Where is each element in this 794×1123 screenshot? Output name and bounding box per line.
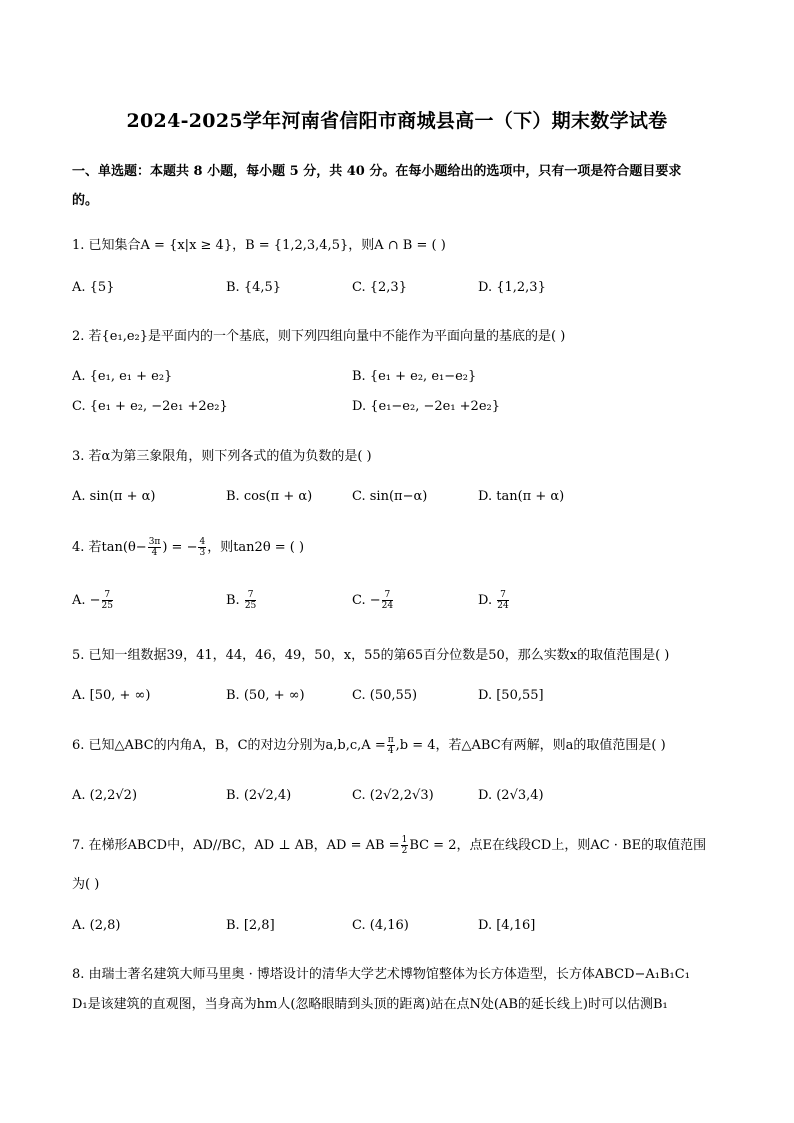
question-3-option-d: D. tan(π + α) — [478, 489, 565, 504]
question-1-stem: 1. 已知集合A = {x|x ≥ 4}，B = {1,2,3,4,5}，则A ∩ B = ( ) — [72, 238, 446, 253]
question-7-option-c: C. (4,16) — [352, 918, 409, 933]
question-6-option-b: B. (2√2,4) — [226, 788, 292, 803]
question-6-stem-part-b: ,b = 4，若△ABC有两解，则a的取值范围是( ) — [395, 738, 666, 753]
question-2-option-d: D. {e₁−e₂, −2e₁ +2e₂} — [352, 399, 501, 414]
question-2-stem: 2. 若{e₁,e₂}是平面内的一个基底，则下列四组向量中不能作为平面向量的基底的是( ) — [72, 329, 566, 344]
option-fraction — [102, 590, 113, 611]
fraction-numerator: 3π — [148, 537, 161, 547]
fraction-denominator: 24 — [381, 601, 394, 611]
question-7-stem-part-a: 7. 在梯形ABCD中，AD//BC，AD ⊥ AB，AD = AB = — [72, 838, 400, 853]
fraction-denominator: 4 — [387, 746, 394, 756]
fraction-denominator: 25 — [244, 601, 257, 611]
option-fraction — [245, 590, 256, 611]
fraction-numerator: 1 — [401, 835, 408, 845]
question-7-fraction — [401, 835, 409, 856]
fraction-numerator: 7 — [102, 590, 113, 601]
question-4-option-a — [72, 590, 114, 611]
question-3-option-b: B. cos(π + α) — [226, 489, 313, 504]
question-4-stem-part-c: ，则tan2θ = ( ) — [207, 540, 305, 555]
question-6-fraction — [387, 735, 395, 756]
question-4-fraction-angle — [148, 537, 162, 558]
option-fraction — [497, 590, 508, 611]
question-6-stem-part-a: 6. 已知△ABC的内角A，B，C的对边分别为a,b,c,A = — [72, 738, 386, 753]
question-7-option-b: B. [2,8] — [226, 918, 275, 933]
question-7-stem-line2: 为( ) — [72, 877, 100, 892]
fraction-numerator: 7 — [382, 590, 393, 601]
fraction-numerator: 4 — [199, 537, 206, 547]
fraction-numerator: π — [387, 735, 394, 745]
question-5-option-c: C. (50,55) — [352, 688, 418, 703]
question-1-option-b: B. {4,5} — [226, 280, 282, 295]
question-6-option-a: A. (2,2√2) — [72, 788, 138, 803]
question-7-option-d: D. [4,16] — [478, 918, 536, 933]
fraction-denominator: 24 — [497, 601, 509, 611]
question-3-stem: 3. 若α为第三象限角，则下列各式的值为负数的是( ) — [72, 449, 372, 464]
question-6-option-c: C. (2√2,2√3) — [352, 788, 434, 803]
question-4-stem — [72, 536, 304, 558]
question-7-stem — [72, 834, 706, 856]
section-heading-line2: 的。 — [72, 193, 99, 208]
page-title: 2024-2025学年河南省信阳市商城县高一（下）期末数学试卷 — [126, 110, 668, 132]
question-5-option-b: B. (50, + ∞) — [226, 688, 305, 703]
fraction-denominator: 25 — [101, 601, 113, 611]
question-4-stem-part-a: 4. 若tan(θ− — [72, 540, 147, 555]
question-7-option-a: A. (2,8) — [72, 918, 121, 933]
option-prefix: A. − — [72, 593, 101, 608]
question-5-option-d: D. [50,55] — [478, 688, 544, 703]
fraction-denominator: 4 — [151, 548, 158, 558]
question-4-option-d — [478, 590, 510, 611]
fraction-denominator: 2 — [401, 846, 408, 856]
question-4-option-c — [352, 590, 394, 611]
question-4-fraction-value — [198, 537, 206, 558]
question-3-option-c: C. sin(π−α) — [352, 489, 428, 504]
option-prefix: B. — [226, 593, 244, 608]
section-heading-line1: 一、单选题：本题共 8 小题，每小题 5 分，共 40 分。在每小题给出的选项中，只有一项是符合题目要求 — [72, 164, 682, 179]
question-2-option-c: C. {e₁ + e₂, −2e₁ +2e₂} — [72, 399, 228, 414]
fraction-numerator: 7 — [497, 590, 508, 601]
question-6-stem — [72, 734, 666, 756]
question-8-stem-line1: 8. 由瑞士著名建筑大师马里奥 · 博塔设计的清华大学艺术博物馆整体为长方体造型，长方体ABCD−A₁B₁C₁ — [72, 967, 690, 982]
question-5-stem: 5. 已知一组数据39，41，44，46，49，50，x，55的第65百分位数是50，那么实数x的取值范围是( ) — [72, 648, 670, 663]
question-5-option-a: A. [50, + ∞) — [72, 688, 151, 703]
question-4-option-b — [226, 590, 257, 611]
question-2-option-b: B. {e₁ + e₂, e₁−e₂} — [352, 369, 477, 384]
question-4-stem-part-b: ) = − — [162, 540, 198, 555]
question-1-option-d: D. {1,2,3} — [478, 280, 546, 295]
question-8-stem-line2: D₁是该建筑的直观图，当身高为hm人(忽略眼睛到头顶的距离)站在点N处(AB的延长线上)时可以估测B₁ — [72, 997, 668, 1012]
option-prefix: D. — [478, 593, 497, 608]
question-1-option-a: A. {5} — [72, 280, 115, 295]
option-prefix: C. − — [352, 593, 381, 608]
question-2-option-a: A. {e₁, e₁ + e₂} — [72, 369, 173, 384]
question-1-option-c: C. {2,3} — [352, 280, 407, 295]
question-7-stem-part-b: BC = 2，点E在线段CD上，则AC · BE的取值范围 — [409, 838, 707, 853]
question-6-option-d: D. (2√3,4) — [478, 788, 544, 803]
option-fraction — [382, 590, 393, 611]
fraction-numerator: 7 — [245, 590, 256, 601]
question-3-option-a: A. sin(π + α) — [72, 489, 156, 504]
fraction-denominator: 3 — [199, 548, 206, 558]
